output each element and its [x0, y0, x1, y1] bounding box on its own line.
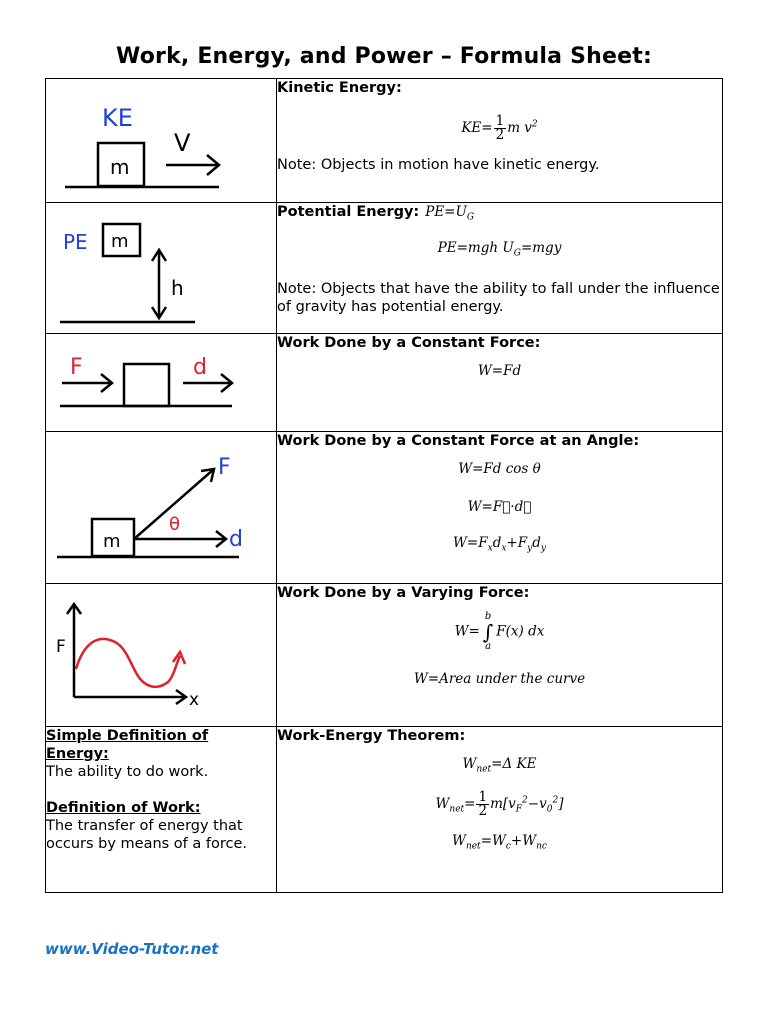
pe-text-cell — [277, 203, 723, 334]
pe-diagram — [46, 203, 276, 333]
distance-label: d — [229, 527, 243, 552]
x-axis-label: x — [189, 690, 200, 710]
height-label: h — [171, 276, 184, 300]
theta-label: θ — [169, 514, 181, 535]
ke-heading: Kinetic Energy: — [277, 80, 402, 96]
work-vary-text-cell — [277, 584, 723, 727]
row-work-varying — [46, 584, 723, 727]
row-work-angle — [46, 432, 723, 584]
row-work-energy-theorem — [46, 727, 723, 893]
velocity-label: V — [174, 129, 191, 157]
work-vary-formula-1: W=b ∫ aF(x) dx — [454, 611, 545, 652]
work-definition-title: Definition of Work: — [46, 800, 201, 816]
work-angle-formula-3: $W=F_xd_x+F_yd_y$ — [453, 535, 546, 554]
distance-label: d — [193, 355, 207, 380]
work-angle-heading: Work Done by a Constant Force at an Angle: — [277, 433, 640, 449]
energy-definition-title: Simple Definition of Energy: — [46, 728, 209, 762]
mass-label: m — [103, 531, 121, 552]
work-angle-formula-2: W=F⃗·d⃗ — [467, 499, 532, 515]
theorem-formula-1: $W_{net}=\Delta$ KE — [462, 756, 537, 775]
theorem-heading: Work-Energy Theorem: — [277, 728, 466, 744]
work-const-text-cell — [277, 334, 723, 432]
pe-heading-line — [277, 203, 722, 227]
ke-diagram-cell — [46, 79, 277, 203]
pe-formula: PE=mgh $U_G=mgy$ — [437, 239, 562, 259]
pe-inline-formula: $PE=U_G$ — [425, 204, 475, 223]
pe-diagram-cell — [46, 203, 277, 334]
work-const-heading: Work Done by a Constant Force: — [277, 335, 541, 351]
work-vary-diagram-cell — [46, 584, 277, 727]
footer-link[interactable]: www.Video-Tutor.net — [45, 940, 219, 958]
work-angle-diagram-cell — [46, 432, 277, 584]
work-const-diagram — [46, 334, 276, 430]
pe-heading: Potential Energy: — [277, 204, 420, 220]
page-title: Work, Energy, and Power – Formula Sheet: — [116, 44, 652, 69]
ke-formula: KE= $\frac{1}{2}$ m $v^2$ — [461, 113, 538, 143]
work-angle-formula-1: W=Fd cos θ — [458, 461, 541, 477]
ke-note: Note: Objects in motion have kinetic energy. — [277, 157, 600, 173]
force-label: F — [70, 355, 83, 380]
formula-table — [45, 78, 723, 893]
ke-diagram — [46, 79, 276, 201]
work-vary-graph — [46, 584, 276, 724]
block-box — [124, 364, 169, 406]
pe-note: Note: Objects that have the ability to fall under the influence of gravity has potential energy. — [277, 281, 720, 316]
force-curve — [76, 639, 180, 687]
ke-label: KE — [102, 104, 133, 132]
work-const-formula: W=Fd — [477, 363, 522, 379]
ke-text-cell — [277, 79, 723, 203]
theorem-formula-2: $W_{net}=$ $\frac{1}{2}$ $m[v_F^2-v_0^2]$ — [435, 788, 564, 819]
row-potential-energy — [46, 203, 723, 334]
work-vary-heading: Work Done by a Varying Force: — [277, 585, 530, 601]
energy-definition-text: The ability to do work. — [46, 764, 209, 780]
mass-label: m — [111, 231, 129, 252]
theorem-text-cell — [277, 727, 723, 893]
work-definition-text: The transfer of energy that occurs by means of a force. — [46, 818, 248, 852]
work-vary-formula-2: W=Area under the curve — [413, 671, 586, 687]
row-work-constant — [46, 334, 723, 432]
force-label: F — [218, 455, 231, 480]
definitions-cell — [46, 727, 277, 893]
work-const-diagram-cell — [46, 334, 277, 432]
row-kinetic-energy — [46, 79, 723, 203]
y-axis-label: F — [56, 637, 66, 657]
mass-label: m — [110, 155, 130, 179]
pe-label: PE — [63, 230, 88, 254]
work-angle-diagram — [46, 432, 276, 582]
work-angle-text-cell — [277, 432, 723, 584]
theorem-formula-3: $W_{net}=W_c+W_{nc}$ — [452, 833, 547, 853]
